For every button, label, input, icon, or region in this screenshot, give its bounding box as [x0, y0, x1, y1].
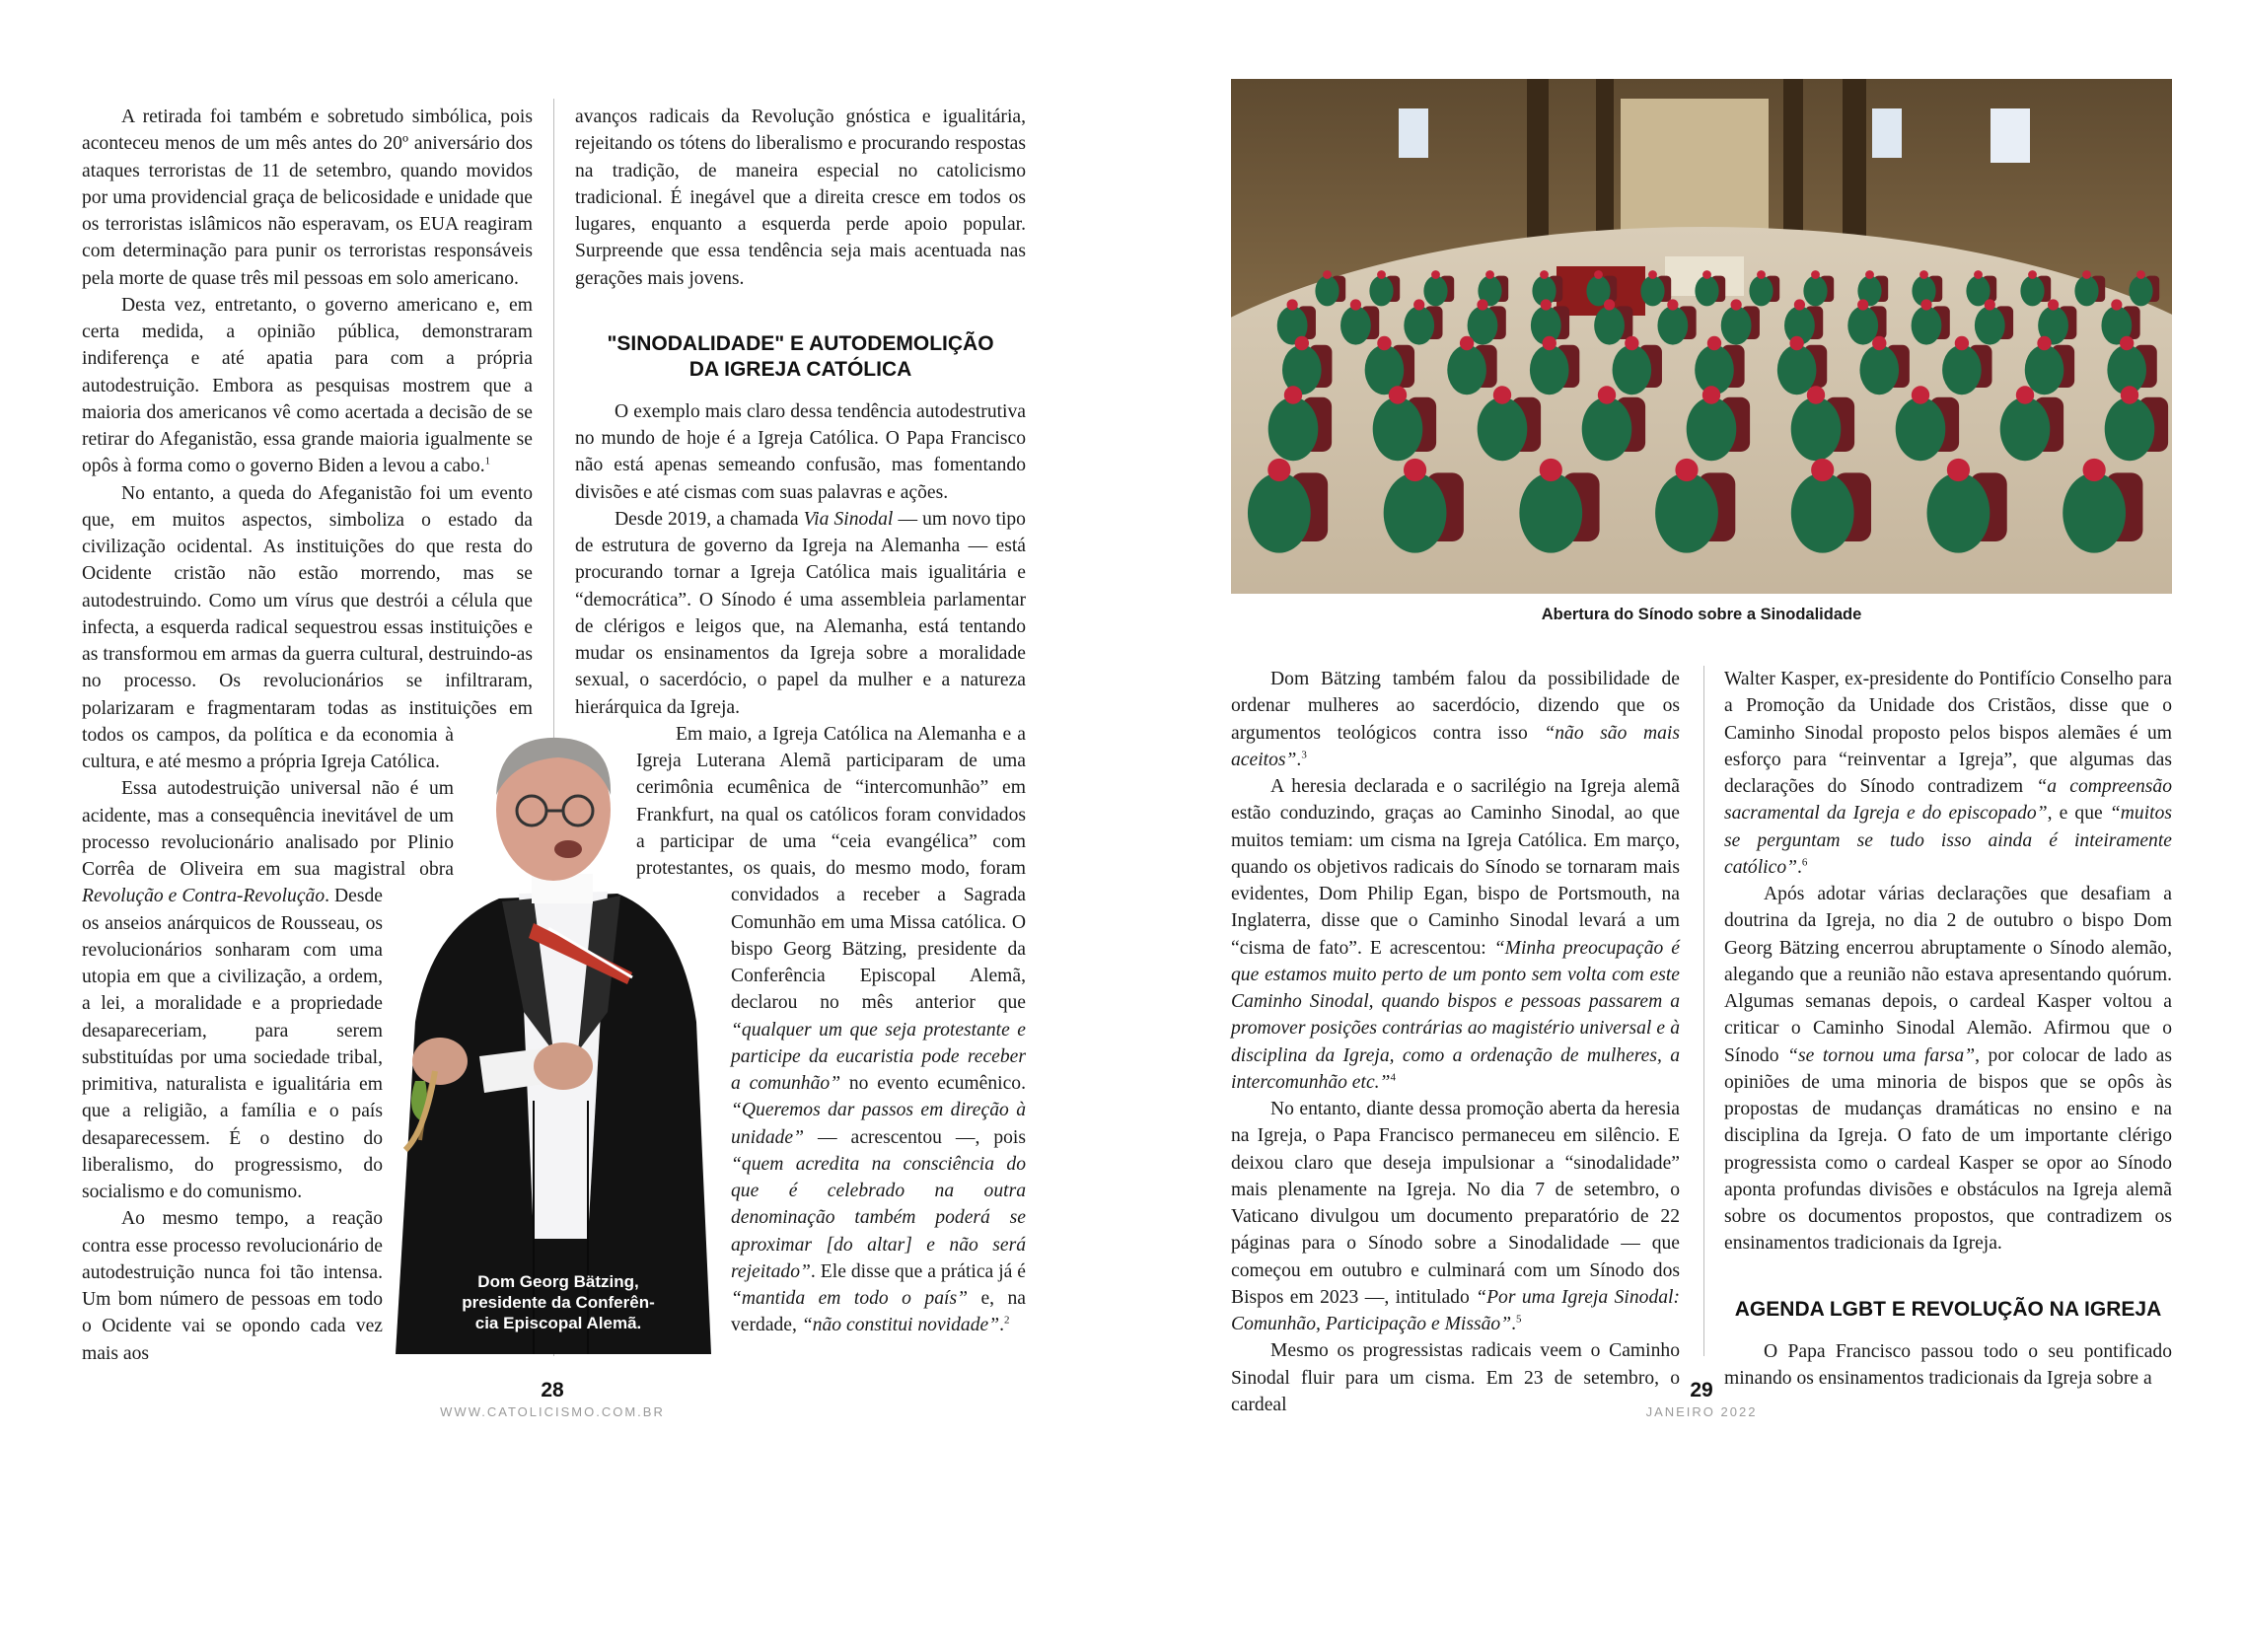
caption-line: Dom Georg Bätzing,: [477, 1272, 639, 1291]
bishop-vestment-shape: [1373, 397, 1423, 461]
zucchetto-shape: [1389, 386, 1407, 403]
zucchetto-shape: [1807, 386, 1825, 403]
footnote-ref: 4: [1390, 1071, 1396, 1084]
zucchetto-shape: [1955, 336, 1969, 350]
zucchetto-shape: [1872, 336, 1886, 350]
zucchetto-shape: [2028, 270, 2037, 279]
synod-photo-caption: Abertura do Sínodo sobre a Sinodalidade: [1541, 606, 1862, 623]
text-run: A heresia declarada e o sacrilégio na Igreja alemã estão conduzindo, graças ao Caminho Sinodal, ao que muitos temiam: um cisma na Igreja Católica. Em março, quando os objetivos radicais do Sínodo se tornaram mais evidentes, Dom Philip Egan, bispo de Portsmouth, na Inglaterra, disse que o Caminho Sinodal levará a um “cisma de fato”. E acrescentou:: [1231, 776, 1680, 959]
bishop-vestment-shape: [1721, 306, 1752, 344]
text-run: no evento ecumênico.: [840, 1073, 1026, 1094]
bishop-vestment-shape: [1777, 345, 1817, 395]
article-column-4: [1724, 666, 2172, 1392]
caption-line: cia Episcopal Alemã.: [474, 1314, 642, 1332]
bishop-vestment-shape: [1369, 276, 1393, 307]
article-paragraph: [575, 506, 1026, 721]
zucchetto-shape: [1702, 270, 1711, 279]
footnote-ref: 1: [484, 455, 491, 467]
bishop-vestment-shape: [1423, 276, 1447, 307]
zucchetto-shape: [2111, 299, 2122, 310]
italic-quote: “Minha preocupação é que estamos muito perto de um ponto sem volta com este Caminho Sinodal, quando bispos e pessoas passarem a promover posições contrárias ao magistério universal e à disciplina da Igreja, como a ordenação de mulheres, a intercomunhão etc.”: [1231, 937, 1680, 1093]
text-run: No entanto, diante dessa promoção aberta da heresia na Igreja, o Papa Francisco permaneceu em silêncio. E deixou claro que deseja impulsionar a “sinodalidade” mais plenamente na Igreja. No dia 7 de setembro, o Vaticano divulgou um documento preparatório de 22 páginas para o Sínodo sobre a Sinodalidade — que começou em outubro e culminará com um Sínodo dos Bispos em 2023 —, intitulado: [1231, 1099, 1680, 1308]
column-divider-right-page: [1703, 666, 1704, 1356]
zucchetto-shape: [2120, 336, 2134, 350]
caption-line: presidente da Conferên-: [462, 1293, 655, 1312]
text-run: — acrescentou —, pois: [804, 1126, 1026, 1148]
zucchetto-shape: [1323, 270, 1332, 279]
article-column-3: [1231, 666, 1680, 1418]
bishop-vestment-shape: [1695, 276, 1718, 307]
zucchetto-shape: [1287, 299, 1298, 310]
italic-quote: “não constitui novidade”: [801, 1315, 1000, 1336]
text-run: — um novo tipo de estrutura de governo da Igreja na Alemanha — está procurando tornar a Igreja Católica mais igualitária e “democrática”. O Sínodo é uma assembleia parlamentar de clérigos e leigos que, na Alemanha, está tentando mudar os ensinamentos da Igreja sobre a moralidade sexual, o sacerdócio, o papel da mulher e a natureza hierárquica da Igreja.: [575, 508, 1026, 718]
bishop-vestment-shape: [1282, 345, 1322, 395]
zucchetto-shape: [1604, 299, 1615, 310]
zucchetto-shape: [1794, 299, 1805, 310]
bishop-bätzing-photo: [386, 726, 758, 1354]
zucchetto-shape: [1865, 270, 1874, 279]
text-run: , e que: [2047, 803, 2110, 825]
zucchetto-shape: [1493, 386, 1511, 403]
zucchetto-shape: [1377, 270, 1386, 279]
bishop-figure-image: [386, 726, 758, 1354]
bishop-vestment-shape: [1640, 276, 1664, 307]
bishop-vestment-shape: [1975, 306, 2005, 344]
section-heading: [1724, 1297, 2172, 1323]
footer-issue-date: JANEIRO 2022: [1645, 1404, 1758, 1419]
zucchetto-shape: [1857, 299, 1868, 310]
bishop-vestment-shape: [1803, 276, 1827, 307]
zucchetto-shape: [1985, 299, 1995, 310]
text-run: A retirada foi também e sobretudo simbólica, pois aconteceu menos de um mês antes do 20º aniversário dos ataques terroristas de 11 de setembro, quando movidos por uma providencial graça de belicosidade e unidade que os terroristas islâmicos não esperavam, os EUA reagiram com determinação para punir os terroristas responsáveis pela morte de quase três mil pessoas em solo americano.: [82, 107, 533, 289]
zucchetto-shape: [1919, 270, 1928, 279]
bishop-vestment-shape: [1927, 472, 1991, 552]
bishop-vestment-shape: [1687, 397, 1737, 461]
text-run: Dom Bätzing também falou da possibilidade de ordenar mulheres ao sacerdócio, dizendo que os argumentos teológicos contra isso: [1231, 669, 1680, 744]
italic-quote: “muitos se perguntam se tudo isso ainda é inteiramente católico”: [1724, 803, 2172, 878]
zucchetto-shape: [1295, 336, 1309, 350]
article-paragraph: [82, 104, 533, 292]
bishop-vestment-shape: [1912, 306, 1942, 344]
zucchetto-shape: [1667, 299, 1678, 310]
zucchetto-shape: [1404, 459, 1426, 481]
zucchetto-shape: [1485, 270, 1494, 279]
zucchetto-shape: [2016, 386, 2034, 403]
text-run: avanços radicais da Revolução gnóstica e igualitária, rejeitando os tótens do liberalismo e procurando respostas na tradição, de maneira especial no catolicismo tradicional. É inegável que a direita cresce em todos os lugares, enquanto a esquerda perde apoio popular. Surpreende que essa tendência seja mais acentuada nas gerações mais jovens.: [575, 107, 1026, 289]
text-run: Ao mesmo tempo, a reação contra esse processo revolucionário de autodestruição nunca foi tão intensa. Um bom número de pessoas em todo o Ocidente vai se opondo cada vez mais aos: [82, 1208, 383, 1364]
bishop-vestment-shape: [1655, 472, 1718, 552]
text-run: Desta vez, entretanto, o governo americano e, em certa medida, a opinião pública, demonstraram indiferença e até apatia para com a própria autodestruição. Embora as pesquisas mostrem que a maioria dos americanos vê como acertada a decisão de se retirar do Afeganistão, essa grande maioria igualmente se opôs à forma como o governo Biden a levou a cabo.: [82, 294, 533, 477]
bishop-vestment-shape: [1248, 472, 1311, 552]
page-number-left: 28: [541, 1379, 564, 1401]
zucchetto-shape: [1648, 270, 1657, 279]
bishop-vestment-shape: [1657, 306, 1688, 344]
zucchetto-shape: [2048, 299, 2059, 310]
article-paragraph: [1231, 773, 1680, 1096]
footnote-ref: 6: [1801, 856, 1808, 869]
bishop-vestment-shape: [2074, 276, 2098, 307]
bishop-vestment-shape: [1594, 306, 1625, 344]
bishop-photo-caption: [440, 1271, 677, 1333]
bishop-vestment-shape: [2105, 397, 2155, 461]
article-paragraph: [1724, 881, 2172, 1257]
zucchetto-shape: [1811, 459, 1834, 481]
article-paragraph: [82, 292, 533, 480]
text-run: e, na verdade,: [731, 1288, 1026, 1336]
zucchetto-shape: [1350, 299, 1361, 310]
text-run: O Papa Francisco passou todo o seu pontificado minando os ensinamentos tradicionais da Igreja sobre a: [1724, 1340, 2172, 1389]
zucchetto-shape: [1675, 459, 1698, 481]
zucchetto-shape: [1912, 386, 1929, 403]
zucchetto-shape: [1920, 299, 1931, 310]
text-run: Em maio, a Igreja Católica na Alemanha e a Igreja Luterana Alemã participaram de uma cerimônia ecumênica de “intercomunhão” em Frankfurt, na qual os católicos foram convidados a participar de uma “ceia evangélica” com protestantes, os quais, do mesmo modo, foram convidados a receber a Sagrada Comunhão em uma Missa católica. O bispo Georg Bätzing, presidente da Conferência Episcopal Alemã, declarou no mês anterior que: [636, 723, 1026, 1014]
zucchetto-shape: [1267, 459, 1290, 481]
section-heading-line: DA IGREJA CATÓLICA: [688, 357, 912, 381]
article-paragraph: [575, 104, 1026, 292]
bishop-vestment-shape: [1404, 306, 1434, 344]
bishop-vestment-shape: [1791, 472, 1854, 552]
zucchetto-shape: [1757, 270, 1766, 279]
text-run: Após adotar várias declarações que desafiam a doutrina da Igreja, no dia 2 de outubro o bispo Dom Georg Bätzing encerrou abruptamente o Sínodo alemão, alegando que a reunião não estava apresentando quórum. Algumas semanas depois, o cardeal Kasper voltou a criticar o Caminho Sinodal Alemão. Afirmou que o Sínodo: [1724, 884, 2172, 1066]
bishop-vestment-shape: [1749, 276, 1773, 307]
zucchetto-shape: [2136, 270, 2145, 279]
zucchetto-shape: [1947, 459, 1970, 481]
footnote-ref: 5: [1516, 1313, 1522, 1326]
zucchetto-shape: [1594, 270, 1603, 279]
bishop-vestment-shape: [2000, 397, 2051, 461]
text-run: Essa autodestruição universal não é um acidente, mas a consequência inevitável de um processo revolucionário analisado por Plinio Corrêa de Oliveira em sua magistral obra: [82, 778, 454, 880]
text-run: No entanto, a queda do Afeganistão foi um evento que, em muitos aspectos, simboliza o estado da civilização ocidental. As instituições do que resta do Ocidente cristão não estão morrendo, mas se autodestruindo. Como um vírus que destrói a célula que infecta, a esquerda radical sequestrou essas instituições e as transformou em armas da guerra cultural, destruindo-as no processo. Os revolucionários se infiltraram, polarizaram e fragmentaram todas as instituições em todos os campos, da política e da economia à cultura, e até mesmo a própria Igreja Católica.: [82, 482, 533, 772]
section-heading-line: "SINODALIDADE" E AUTODEMOLIÇÃO: [607, 331, 994, 355]
bishop-vestment-shape: [1447, 345, 1486, 395]
italic-quote: “mantida em todo o país”: [731, 1288, 968, 1309]
bishop-vestment-shape: [1942, 345, 1982, 395]
bishop-vestment-shape: [1859, 345, 1899, 395]
zucchetto-shape: [1598, 386, 1616, 403]
text-run: Mesmo os progressistas radicais veem o Caminho Sinodal fluir para um cisma. Em 23 de setembro, o cardeal: [1231, 1340, 1680, 1415]
zucchetto-shape: [2121, 386, 2138, 403]
bishop-vestment-shape: [2025, 345, 2064, 395]
section-heading: [575, 331, 1026, 383]
bishop-vestment-shape: [1791, 397, 1842, 461]
zucchetto-shape: [1625, 336, 1638, 350]
zucchetto-shape: [1540, 270, 1549, 279]
page-number-right: 29: [1690, 1379, 1713, 1401]
zucchetto-shape: [1702, 386, 1720, 403]
italic-quote: “se tornou uma farsa”: [1787, 1044, 1976, 1066]
zucchetto-shape: [1460, 336, 1474, 350]
zucchetto-shape: [1413, 299, 1424, 310]
bishop-vestment-shape: [1478, 397, 1528, 461]
italic-quote: “Por uma Igreja Sinodal: Comunhão, Participação e Missão”: [1231, 1286, 1681, 1334]
footer-website: WWW.CATOLICISMO.COM.BR: [440, 1404, 665, 1419]
italic-quote: Via Sinodal: [803, 508, 894, 530]
bishop-vestment-shape: [1384, 472, 1447, 552]
article-paragraph: [1724, 666, 2172, 881]
zucchetto-shape: [1543, 336, 1556, 350]
footnote-ref: 3: [1301, 749, 1307, 761]
text-run: .: [1797, 856, 1802, 878]
italic-quote: “não são mais aceitos”: [1231, 722, 1680, 770]
bishop-vestment-shape: [1530, 345, 1569, 395]
basilica-interior-image: [1231, 79, 2172, 594]
italic-quote: Revolução e Contra-Revolução: [82, 886, 326, 907]
text-run: . Ele disse que a prática já é: [810, 1260, 1026, 1282]
text-run: .: [999, 1315, 1005, 1336]
zucchetto-shape: [2037, 336, 2051, 350]
zucchetto-shape: [1541, 299, 1552, 310]
zucchetto-shape: [1377, 336, 1391, 350]
bishop-vestment-shape: [1613, 345, 1652, 395]
section-heading-line: AGENDA LGBT E REVOLUÇÃO NA IGREJA: [1734, 1297, 2162, 1321]
zucchetto-shape: [1284, 386, 1302, 403]
bishop-vestment-shape: [1268, 397, 1319, 461]
italic-quote: “a compreensão sacramental da Igreja e do episcopado”: [1724, 776, 2172, 825]
zucchetto-shape: [1731, 299, 1742, 310]
bishop-vestment-shape: [1340, 306, 1371, 344]
article-paragraph: [1231, 1096, 1680, 1337]
bishop-vestment-shape: [1315, 276, 1339, 307]
zucchetto-shape: [1540, 459, 1562, 481]
bishop-vestment-shape: [2063, 472, 2126, 552]
zucchetto-shape: [2082, 270, 2091, 279]
zucchetto-shape: [1431, 270, 1440, 279]
text-run: Walter Kasper, ex-presidente do Pontifício Conselho para a Promoção da Unidade dos Cristãos, disse que o Caminho Sinodal proposto pelos bispos alemães é um esforço para “reinventar a Igreja”, que algumas das declarações do Sínodo contradizem: [1724, 669, 2172, 797]
zucchetto-shape: [1811, 270, 1820, 279]
text-run: O exemplo mais claro dessa tendência autodestrutiva no mundo de hoje é a Igreja Católica. O Papa Francisco não está apenas semeando confusão, mas fomentando divisões e até cismas com suas palavras e ações.: [575, 400, 1026, 503]
italic-quote: “Queremos dar passos em direção à unidade”: [731, 1100, 1026, 1148]
text-run: .: [1511, 1314, 1517, 1334]
synod-opening-photo: [1231, 79, 2172, 594]
bishop-vestment-shape: [1582, 397, 1632, 461]
text-run: Desde 2019, a chamada: [615, 508, 804, 530]
zucchetto-shape: [2083, 459, 2106, 481]
zucchetto-shape: [1789, 336, 1803, 350]
bishop-vestment-shape: [1896, 397, 1946, 461]
bishop-vestment-shape: [2129, 276, 2152, 307]
text-run: , por colocar de lado as opiniões de uma minoria de bispos que se opôs às propostas de mudanças dramáticas no ensino e na disciplina da Igreja. O fato de um importante clérigo progressista como o cardeal Kasper se opor ao Sínodo aponta profundas divisões e obstáculos na Igreja alemã sobre os documentos propostos, que contradizem os ensinamentos tradicionais da Igreja.: [1724, 1044, 2172, 1255]
zucchetto-shape: [1477, 299, 1487, 310]
italic-quote: “qualquer um que seja protestante e participe da eucaristia pode receber a comunhão”: [731, 1019, 1026, 1094]
zucchetto-shape: [1707, 336, 1721, 350]
italic-quote: “quem acredita na consciência do que é celebrado na outra denominação também poderá se aproximar [do altar] e não será rejeitado”: [731, 1153, 1026, 1282]
article-paragraph: [575, 398, 1026, 506]
text-run: . Desde os anseios anárquicos de Rousseau, os revolucionários sonharam com uma utopia em que a civilização, a ordem, a lei, a moralidade e a propriedade desapareceriam, para serem substituídas por uma sociedade tribal, primitiva, naturalista e igualitária em que a religião, a família e o país desaparecessem. É o destino do liberalismo, do progressismo, do socialismo e do comunismo.: [82, 886, 383, 1202]
text-run: .: [1296, 749, 1302, 770]
footnote-ref: 2: [1004, 1314, 1010, 1327]
bishop-vestment-shape: [2020, 276, 2044, 307]
zucchetto-shape: [1974, 270, 1983, 279]
article-paragraph: [1231, 666, 1680, 773]
bishop-vestment-shape: [1519, 472, 1582, 552]
